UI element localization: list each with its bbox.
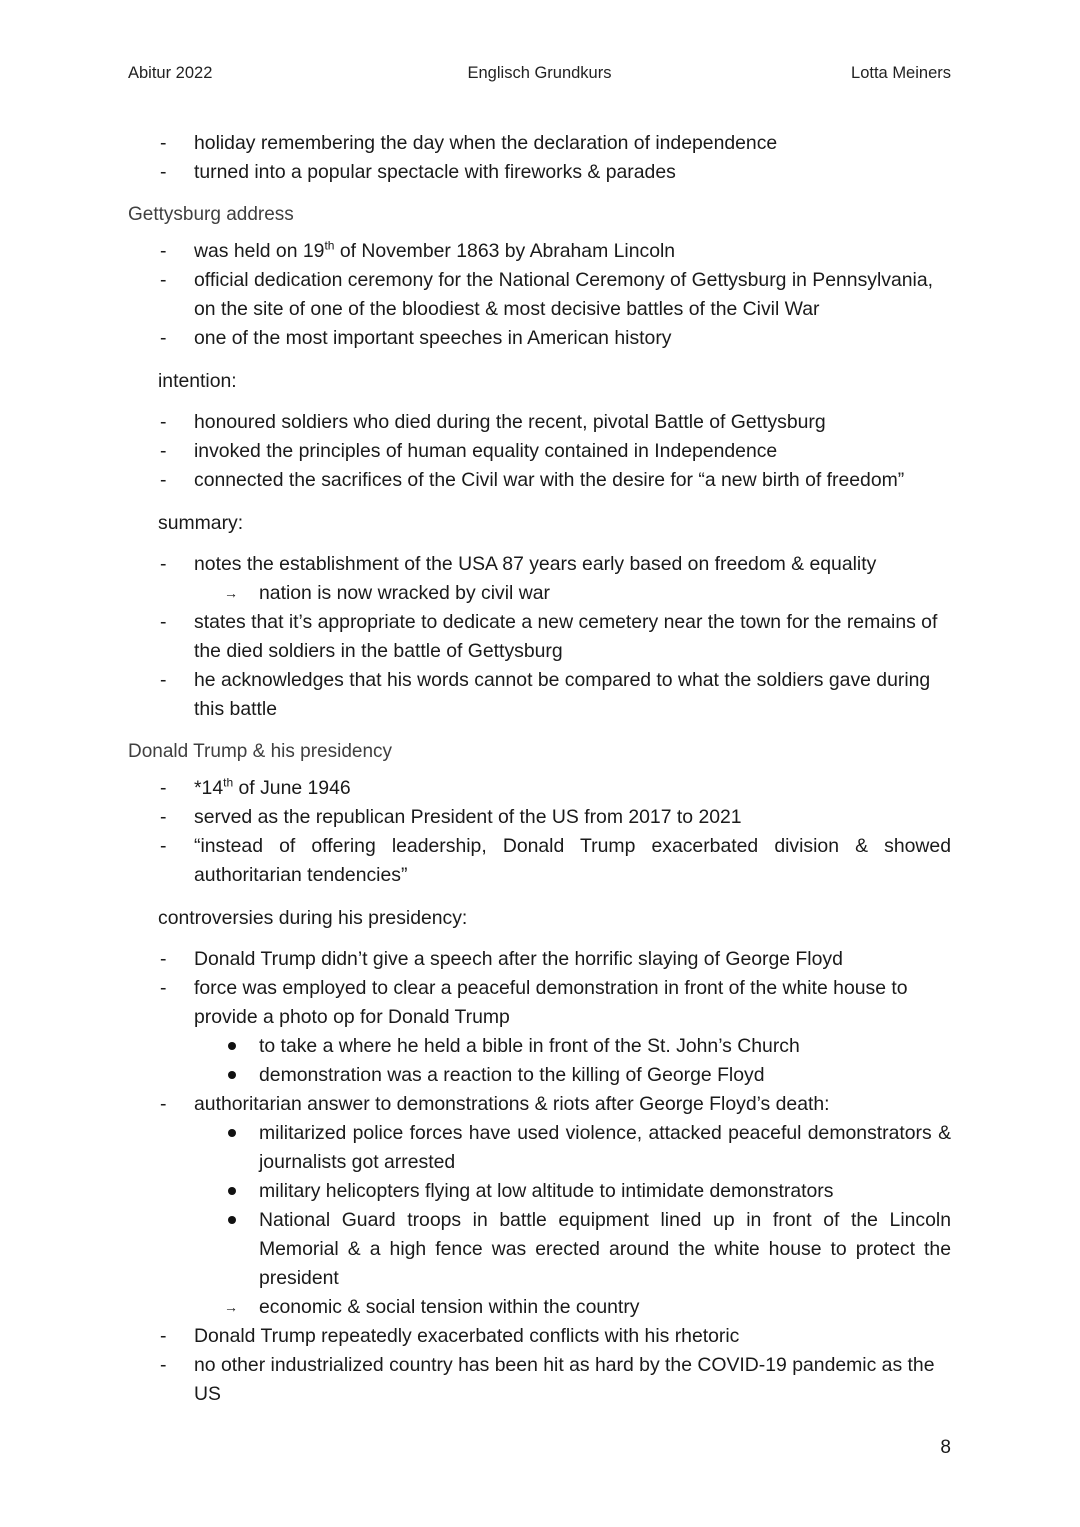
list-item: - Donald Trump didn’t give a speech after the horrific slaying of George Floyd (128, 945, 951, 974)
intro-list (128, 129, 951, 187)
list-item: - *14th of June 1946 (128, 774, 951, 803)
intention-heading: intention: (158, 370, 237, 392)
list-item: - connected the sacrifices of the Civil war with the desire for “a new birth of freedom” (128, 466, 951, 495)
list-item: - turned into a popular spectacle with fireworks & parades (128, 158, 951, 187)
bullet-item: to take a where he held a bible in front of the St. John’s Church (194, 1032, 951, 1061)
bullet-item: demonstration was a reaction to the killing of George Floyd (194, 1061, 951, 1090)
list-item: - force was employed to clear a peaceful demonstration in front of the white house to provide a photo op for Donald Trump to take a where he held a bible in front of the St. John’s Church demonstration was a reaction to the killing of George Floyd (128, 974, 951, 1090)
list-item: - states that it’s appropriate to dedicate a new cemetery near the town for the remains of the died soldiers in the battle of Gettysburg (128, 608, 951, 666)
header-author: Lotta Meiners (851, 64, 951, 82)
page-header (128, 64, 951, 88)
header-subject: Englisch Grundkurs (467, 64, 612, 82)
list-item: - invoked the principles of human equality contained in Independence (128, 437, 951, 466)
section-title-gettysburg: Gettysburg address (128, 204, 294, 225)
list-item: - holiday remembering the day when the declaration of independence (128, 129, 951, 158)
list-item: - no other industrialized country has been hit as hard by the COVID-19 pandemic as the US (128, 1351, 951, 1409)
list-item: - was held on 19th of November 1863 by Abraham Lincoln (128, 237, 951, 266)
trump-list (128, 774, 951, 890)
document-body (128, 129, 951, 1409)
bullet-item: National Guard troops in battle equipment lined up in front of the Lincoln Memorial & a high fence was erected around the white house to protect the president (194, 1206, 951, 1293)
list-item: - Donald Trump repeatedly exacerbated conflicts with his rhetoric (128, 1322, 951, 1351)
section-title-trump: Donald Trump & his presidency (128, 741, 393, 762)
page-number: 8 (940, 1437, 951, 1458)
list-item: - authoritarian answer to demonstrations & riots after George Floyd’s death: militarized police forces have used violence, attacked peaceful demonstrators & journalists got arrested military helicopters flying at low altitude to intimidate demonstrators National Guard troops in battle equipment lined up in front of the Lincoln Memorial & a high fence was erected around the white house to protect the president → economic & social tension within the country (128, 1090, 951, 1322)
arrow-item: → nation is now wracked by civil war (194, 579, 951, 608)
bullet-item: military helicopters flying at low altitude to intimidate demonstrators (194, 1177, 951, 1206)
summary-heading: summary: (158, 512, 244, 534)
list-item: - “instead of offering leadership, Donald Trump exacerbated division & showed authoritarian tendencies” (128, 832, 951, 890)
intention-list (128, 408, 951, 495)
controversies-heading: controversies during his presidency: (158, 907, 468, 929)
controversy-sublist (194, 1119, 951, 1322)
gettysburg-list (128, 237, 951, 353)
list-item: - notes the establishment of the USA 87 years early based on freedom & equality → nation is now wracked by civil war (128, 550, 951, 608)
summary-list (128, 550, 951, 724)
summary-sublist (194, 579, 951, 608)
controversies-list (128, 945, 951, 1409)
controversy-sublist (194, 1032, 951, 1090)
list-item: - one of the most important speeches in American history (128, 324, 951, 353)
bullet-item: militarized police forces have used violence, attacked peaceful demonstrators & journalists got arrested (194, 1119, 951, 1177)
header-course-year: Abitur 2022 (128, 64, 213, 82)
list-item: - served as the republican President of the US from 2017 to 2021 (128, 803, 951, 832)
arrow-item: → economic & social tension within the country (194, 1293, 951, 1322)
list-item: - honoured soldiers who died during the recent, pivotal Battle of Gettysburg (128, 408, 951, 437)
list-item: - official dedication ceremony for the National Ceremony of Gettysburg in Pennsylvania, on the site of one of the bloodiest & most decisive battles of the Civil War (128, 266, 951, 324)
list-item: - he acknowledges that his words cannot be compared to what the soldiers gave during this battle (128, 666, 951, 724)
